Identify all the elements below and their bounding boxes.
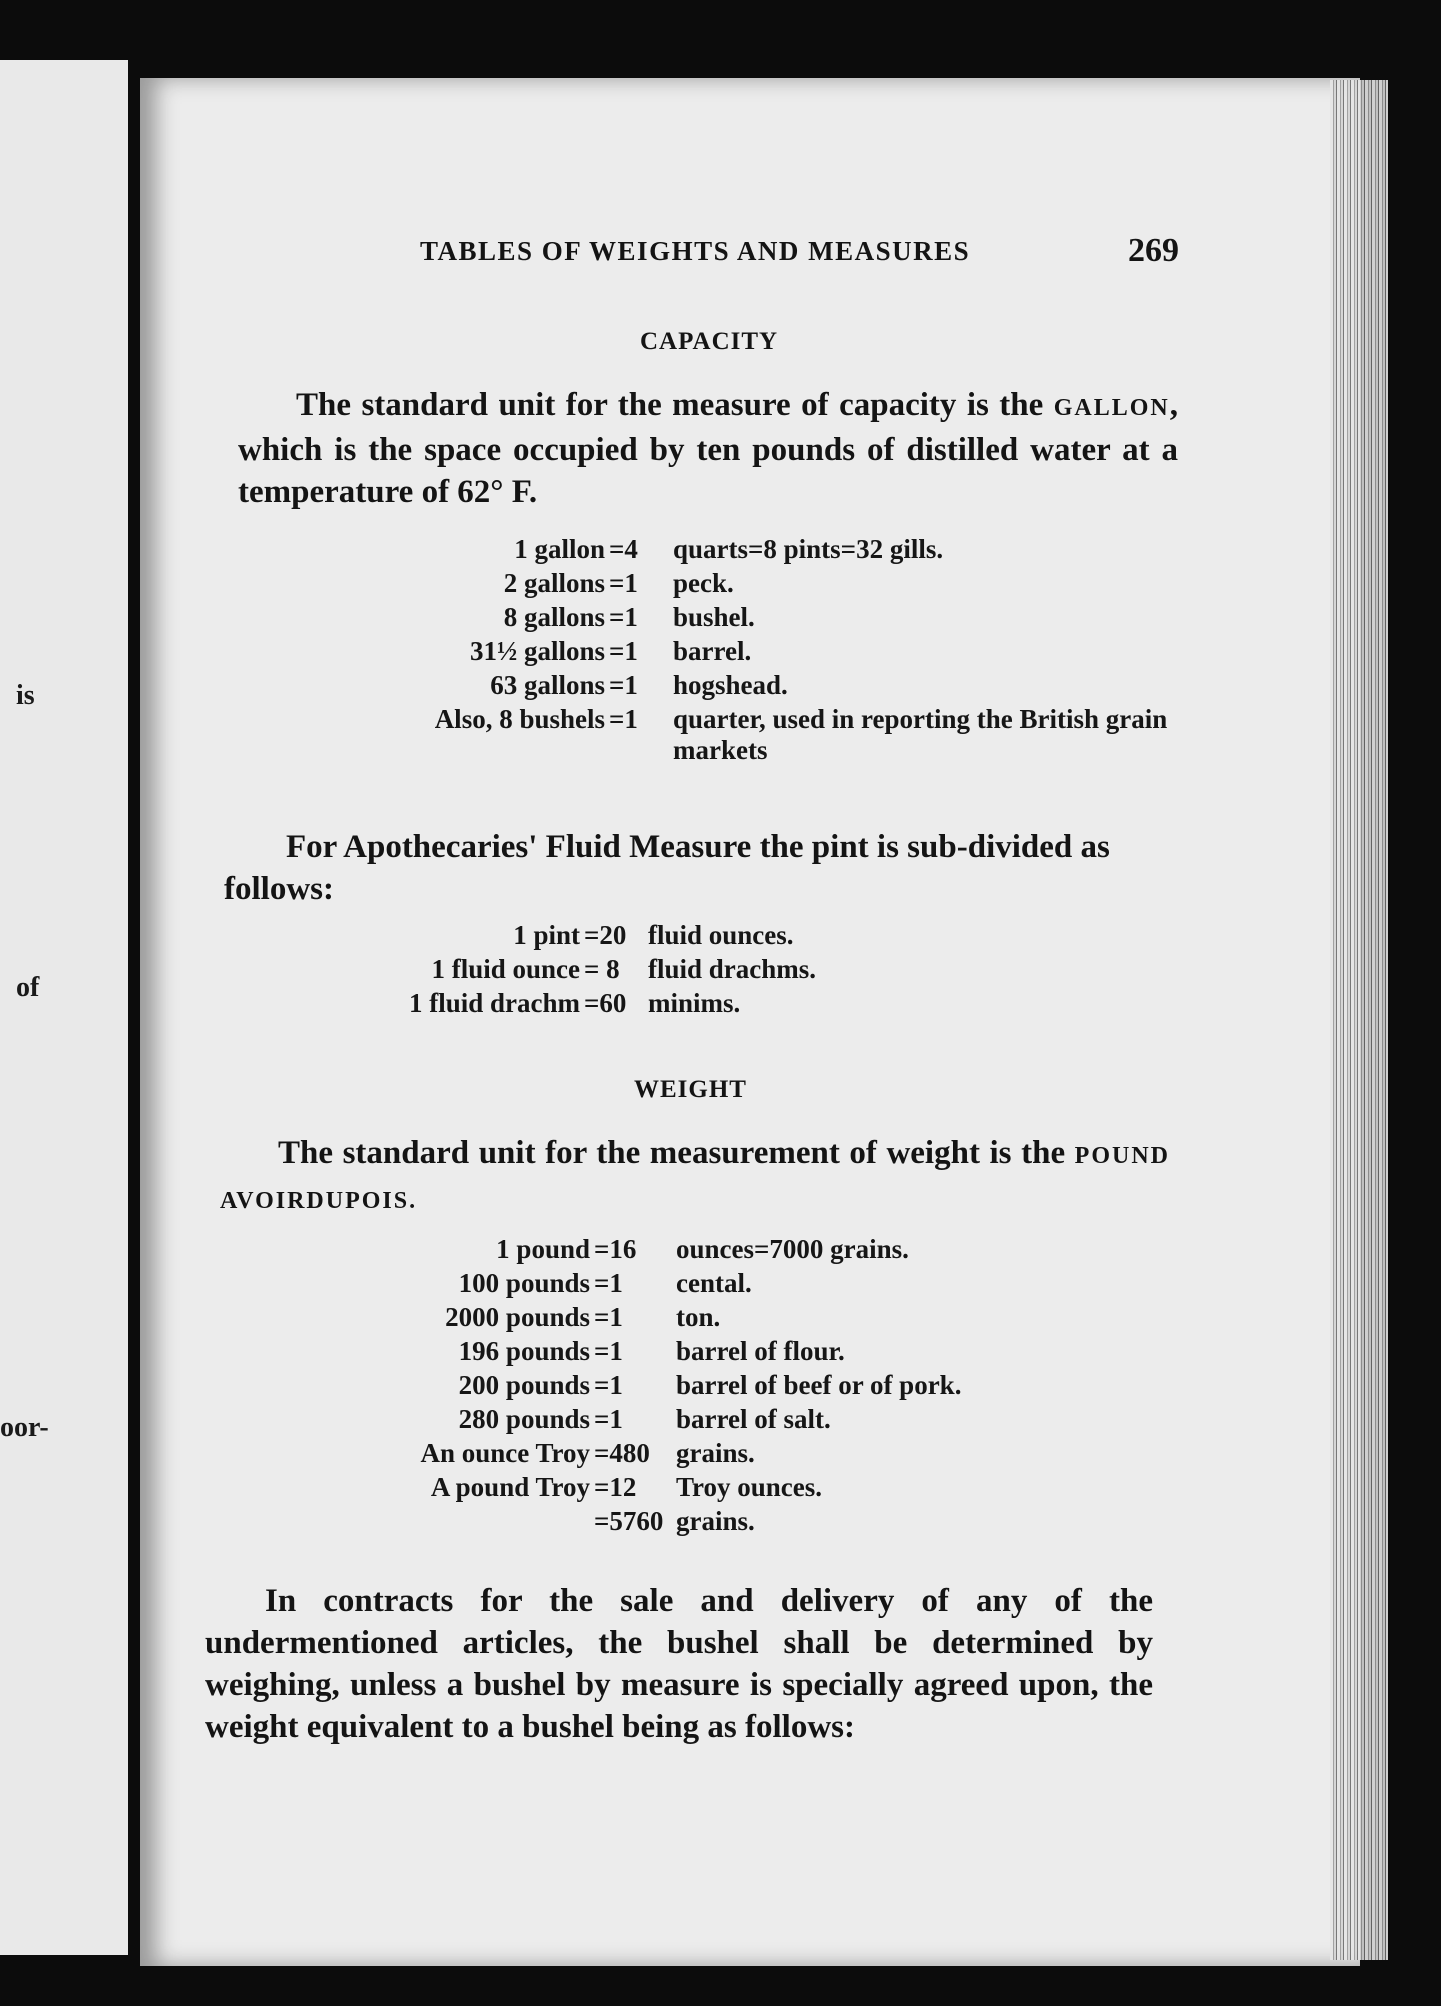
table-cell-mid: =1 (609, 636, 638, 666)
table-cell-left: 1 pound (496, 1234, 590, 1264)
table-row (355, 534, 1225, 568)
table-row (370, 988, 940, 1022)
facing-page-fragment: oor- (0, 1412, 49, 1443)
table-cell-mid: =1 (594, 1370, 623, 1400)
table-row (355, 670, 1225, 704)
weight-intro (220, 1132, 1170, 1222)
table-cell-right: cental. (676, 1268, 752, 1298)
table-cell-right: ounces=7000 grains. (676, 1234, 909, 1264)
table-row (355, 704, 1225, 766)
gallon-term: GALLON (1053, 395, 1170, 421)
table-cell-right: minims. (648, 988, 741, 1018)
table-cell-left: 100 pounds (458, 1268, 590, 1298)
table-cell-left: 8 gallons (503, 602, 605, 632)
table-row (340, 1472, 1088, 1506)
table-cell-left: 1 fluid ounce (431, 954, 580, 984)
table-cell-left: 196 pounds (458, 1336, 590, 1366)
table-cell-right: barrel. (673, 636, 752, 666)
capacity-intro (238, 384, 1178, 513)
running-header: TABLES OF WEIGHTS AND MEASURES (420, 236, 971, 266)
table-cell-left: 1 pint (513, 920, 580, 950)
table-row (340, 1268, 1088, 1302)
table-cell-mid: =1 (609, 568, 638, 598)
table-cell-mid: =1 (609, 704, 638, 734)
table-cell-mid: =5760 (594, 1506, 664, 1536)
table-cell-mid: =12 (594, 1472, 637, 1502)
table-cell-left: 63 gallons (490, 670, 605, 700)
table-cell-left: Also, 8 bushels (434, 704, 605, 734)
table-cell-right: fluid drachms. (648, 954, 817, 984)
table-cell-left: 1 fluid drachm (408, 988, 580, 1018)
table-cell-left: An ounce Troy (420, 1438, 590, 1468)
table-cell-right: grains. (676, 1506, 755, 1536)
section-heading-weight: WEIGHT (634, 1076, 747, 1103)
weight-intro-text: The standard unit for the measurement of weight is the (278, 1135, 1066, 1171)
table-cell-right: quarts=8 pints=32 gills. (673, 534, 944, 564)
apothecaries-intro: For Apothecaries' Fluid Measure the pint is sub-divided as follows: (224, 829, 1110, 907)
page-number: 269 (1128, 232, 1179, 269)
table-cell-left: 2000 pounds (445, 1302, 590, 1332)
table-cell-left: 280 pounds (458, 1404, 590, 1434)
facing-page (0, 60, 128, 1955)
table-cell-mid: =1 (594, 1404, 623, 1434)
table-cell-right: quarter, used in reporting the British grain markets (673, 704, 1168, 765)
table-row (340, 1370, 1088, 1404)
table-row (370, 920, 940, 954)
table-cell-left (340, 1506, 590, 1540)
table-row (355, 568, 1225, 602)
table-cell-left: 200 pounds (458, 1370, 590, 1400)
facing-page-fragment: of (16, 972, 40, 1003)
page-edges (1330, 80, 1388, 1960)
table-cell-mid: =480 (594, 1438, 650, 1468)
table-cell-right: fluid ounces. (648, 920, 794, 950)
table-cell-right: barrel of beef or of pork. (676, 1370, 962, 1400)
table-row (370, 954, 940, 988)
pound-avoirdupois-term: POUND AVOIRDUPOIS. (220, 1143, 1170, 1214)
section-heading-capacity: CAPACITY (640, 328, 779, 355)
table-row (340, 1336, 1088, 1370)
capacity-table (355, 534, 1225, 766)
table-row (340, 1234, 1088, 1268)
table-row (355, 602, 1225, 636)
table-cell-mid: =16 (594, 1234, 637, 1264)
table-cell-mid: =1 (594, 1302, 623, 1332)
table-cell-right: ton. (676, 1302, 721, 1332)
table-cell-right: hogshead. (673, 670, 788, 700)
table-row (340, 1438, 1088, 1472)
closing-paragraph: In contracts for the sale and delivery of any of the undermentioned articles, the bushel shall be determined by weighing, unless a bushel by measure is specially agreed upon, the weight equivalent to a bushel being as follows: (205, 1583, 1153, 1745)
capacity-intro-text: The standard unit for the measure of capacity is the (296, 387, 1044, 423)
table-cell-left: A pound Troy (430, 1472, 590, 1502)
capacity-intro-text-2: , which is the space occupied by ten pounds of distilled water at a temperature of 62° F. (238, 387, 1179, 510)
table-row (355, 636, 1225, 670)
table-cell-right: barrel of flour. (676, 1336, 845, 1366)
table-cell-right: barrel of salt. (676, 1404, 831, 1434)
table-cell-mid: =60 (584, 988, 627, 1018)
table-cell-mid: =1 (594, 1336, 623, 1366)
apothecaries-table (370, 920, 940, 1022)
table-row (340, 1404, 1088, 1438)
table-cell-right: Troy ounces. (676, 1472, 823, 1502)
table-cell-right: peck. (673, 568, 734, 598)
facing-page-fragment: is (16, 680, 35, 711)
table-cell-mid: =1 (609, 670, 638, 700)
weight-table (340, 1234, 1088, 1540)
table-cell-left: 1 gallon (514, 534, 605, 564)
table-cell-mid: =1 (609, 602, 638, 632)
table-cell-left: 31½ gallons (469, 636, 605, 666)
table-row (340, 1302, 1088, 1336)
table-cell-right: grains. (676, 1438, 755, 1468)
table-cell-mid: =4 (609, 534, 638, 564)
table-cell-mid: =1 (594, 1268, 623, 1298)
table-cell-mid: = 8 (584, 954, 620, 984)
table-cell-mid: =20 (584, 920, 627, 950)
table-cell-left: 2 gallons (503, 568, 605, 598)
table-cell-right: bushel. (673, 602, 755, 632)
table-row (340, 1506, 1088, 1540)
